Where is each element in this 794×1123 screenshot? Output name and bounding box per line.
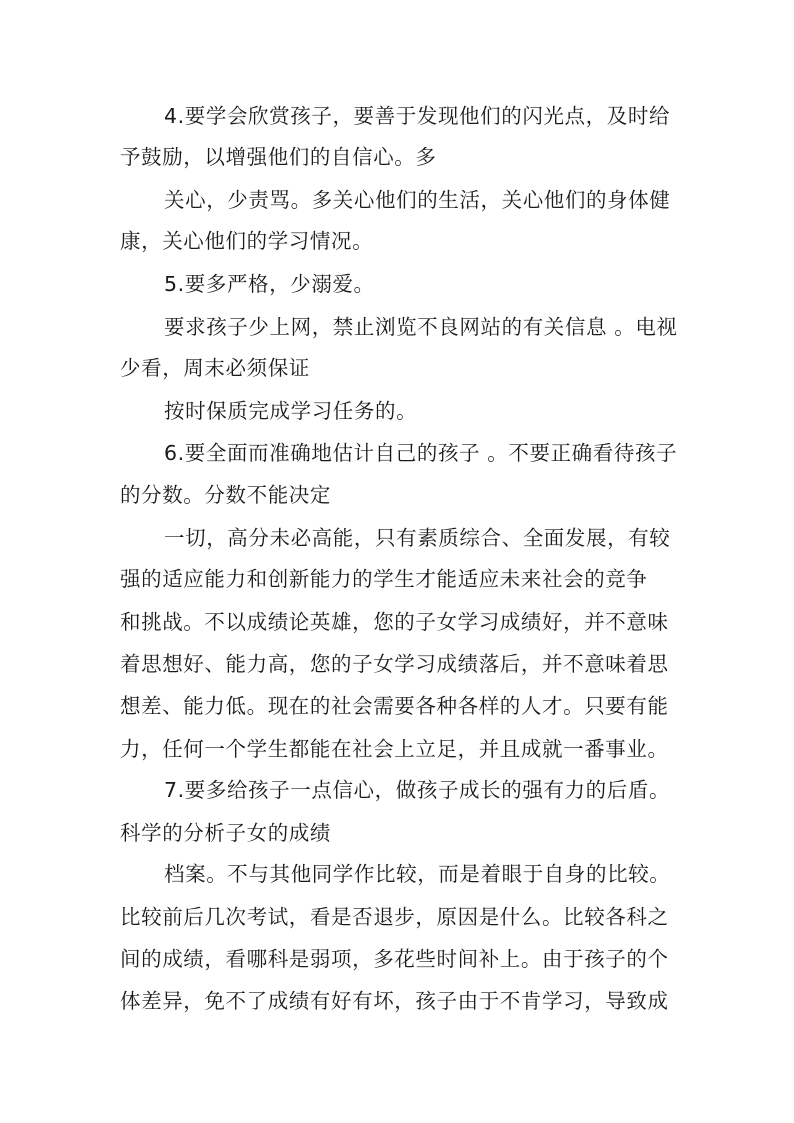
paragraph-line: 想差、能力低。现在的社会需要各种各样的人才。只要有能 [120,694,669,718]
paragraph-line: 康，关心他们的学习情况。 [120,229,374,253]
paragraph-line: 档案。不与其他同学作比较，而是着眼于自身的比较。 [164,862,671,886]
paragraph-line: 间的成绩，看哪科是弱项，多花些时间补上。由于孩子的个 [120,947,669,971]
paragraph-line: 比较前后几次考试，看是否退步，原因是什么。比较各科之 [120,905,669,929]
paragraph-line: 一切，高分未必高能，只有素质综合、全面发展，有较 [164,526,671,550]
paragraph-line: 和挑战。不以成绩论英雄，您的子女学习成绩好，并不意味 [120,610,669,634]
paragraph-line: 6.要全面而准确地估计自己的孩子 。不要正确看待孩子 [164,441,678,465]
paragraph-line: 少看，周末必须保证 [120,356,310,380]
paragraph-line: 体差异，免不了成绩有好有坏，孩子由于不肯学习，导致成 [120,989,669,1013]
paragraph-line: 着思想好、能力高，您的子女学习成绩落后，并不意味着思 [120,652,669,676]
paragraph-line: 要求孩子少上网，禁止浏览不良网站的有关信息 。电视 [164,315,678,339]
paragraph-line: 4.要学会欣赏孩子，要善于发现他们的闪光点，及时给 [164,104,671,128]
paragraph-line: 按时保质完成学习任务的。 [164,399,418,423]
paragraph-line: 7.要多给孩子一点信心，做孩子成长的强有力的后盾。 [164,778,671,802]
paragraph-line: 关心，少责骂。多关心他们的生活，关心他们的身体健 [164,188,671,212]
paragraph-line: 力，任何一个学生都能在社会上立足，并且成就一番事业。 [120,737,669,761]
paragraph-line: 5.要多严格，少溺爱。 [164,272,375,296]
paragraph-line: 的分数。分数不能决定 [120,483,331,507]
paragraph-line: 科学的分析子女的成绩 [120,821,331,845]
paragraph-line: 予鼓励，以增强他们的自信心。多 [120,145,437,169]
paragraph-line: 强的适应能力和创新能力的学生才能适应未来社会的竞争 [120,567,648,591]
